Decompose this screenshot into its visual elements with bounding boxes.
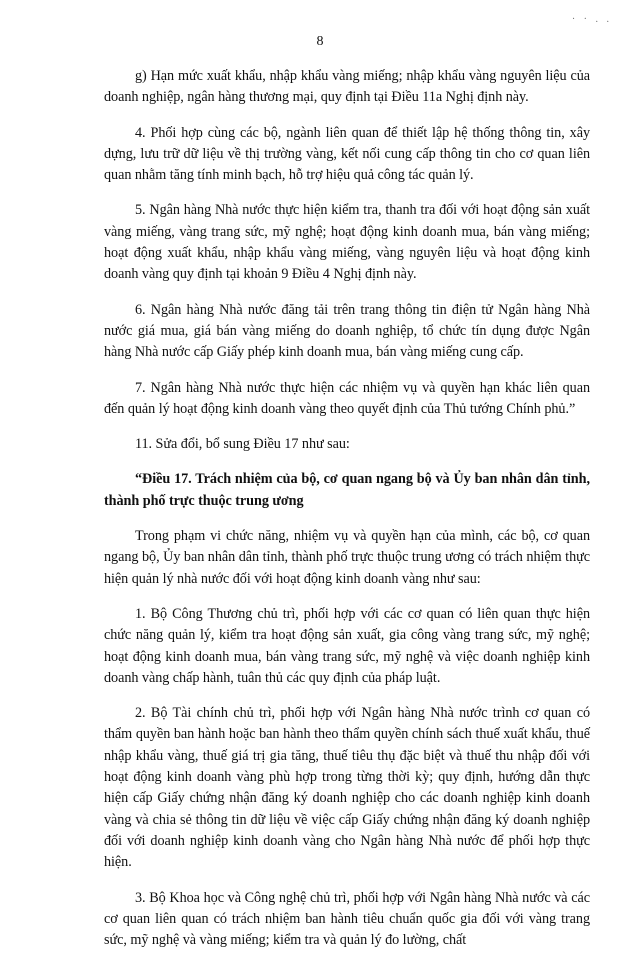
paragraph-g: g) Hạn mức xuất khẩu, nhập khẩu vàng miếng; nhập khẩu vàng nguyên liệu của doanh nghiệp, ngân hàng thương mại, quy định tại Điều 11a Nghị định này. (104, 68, 590, 106)
scan-corner-marks: · · . . (571, 14, 612, 25)
document-body (104, 66, 590, 965)
paragraph-4: 4. Phối hợp cùng các bộ, ngành liên quan để thiết lập hệ thống thông tin, xây dựng, lưu trữ dữ liệu về thị trường vàng, kết nối cung cấp thông tin cho cơ quan liên quan nhằm tăng tính minh bạch, hỗ trợ hiệu quả công tác quản lý. (104, 124, 590, 184)
paragraph-5: 5. Ngân hàng Nhà nước thực hiện kiểm tra, thanh tra đối với hoạt động sản xuất vàng miếng, vàng trang sức, mỹ nghệ; hoạt động kinh doanh mua, bán vàng miếng; hoạt động xuất khẩu, nhập khẩu vàng miếng, vàng nguyên liệu và hoạt động kinh doanh vàng quy định tại khoản 9 Điều 4 Nghị định này. (104, 202, 590, 283)
article-17-heading: “Điều 17. Trách nhiệm của bộ, cơ quan ngang bộ và Ủy ban nhân dân tỉnh, thành phố trực thuộc trung ương (104, 471, 590, 509)
article-17-item-3: 3. Bộ Khoa học và Công nghệ chủ trì, phối hợp với Ngân hàng Nhà nước và các cơ quan liên quan có trách nhiệm ban hành tiêu chuẩn quốc gia đối với vàng trang sức, mỹ nghệ và vàng miếng; kiểm tra và quản lý đo lường, chất (104, 889, 590, 949)
article-17-item-1: 1. Bộ Công Thương chủ trì, phối hợp với các cơ quan có liên quan thực hiện chức năng quản lý, kiểm tra hoạt động sản xuất, gia công vàng trang sức, mỹ nghệ; hoạt động kinh doanh mua, bán vàng trang sức, mỹ nghệ và việc doanh nghiệp kinh doanh vàng chấp hành, tuân thủ các quy định của pháp luật. (104, 605, 590, 686)
paragraph-6: 6. Ngân hàng Nhà nước đăng tải trên trang thông tin điện tử Ngân hàng Nhà nước giá mua, giá bán vàng miếng do doanh nghiệp, tổ chức tín dụng được Ngân hàng Nhà nước cấp Giấy phép kinh doanh mua, bán vàng miếng cung cấp. (104, 301, 590, 361)
amendment-clause-11: 11. Sửa đổi, bổ sung Điều 17 như sau: (135, 436, 350, 453)
article-17-intro: Trong phạm vi chức năng, nhiệm vụ và quyền hạn của mình, các bộ, cơ quan ngang bộ, Ủy ban nhân dân tỉnh, thành phố trực thuộc trung ương có trách nhiệm thực hiện quản lý nhà nước đối với hoạt động kinh doanh vàng như sau: (104, 528, 590, 587)
page-number: 8 (316, 34, 324, 49)
paragraph-7: 7. Ngân hàng Nhà nước thực hiện các nhiệm vụ và quyền hạn khác liên quan đến quản lý hoạt động kinh doanh vàng theo quyết định của Thủ tướng Chính phủ.” (104, 379, 590, 417)
article-17-item-2: 2. Bộ Tài chính chủ trì, phối hợp với Ngân hàng Nhà nước trình cơ quan có thẩm quyền ban hành hoặc ban hành theo thẩm quyền chính sách thuế xuất khẩu, thuế nhập khẩu vàng, thuế giá trị gia tăng, thuế tiêu thụ đặc biệt và thuế thu nhập đối với hoạt động kinh doanh vàng phù hợp trong từng thời kỳ; quy định, hướng dẫn thực hiện cấp Giấy chứng nhận đăng ký doanh nghiệp cho các doanh nghiệp kinh doanh vàng và chia sẻ thông tin dữ liệu về việc cấp Giấy chứng nhận đăng ký doanh nghiệp đối với doanh nghiệp kinh doanh vàng cho Ngân hàng Nhà nước để phối hợp thực hiện. (104, 705, 590, 871)
